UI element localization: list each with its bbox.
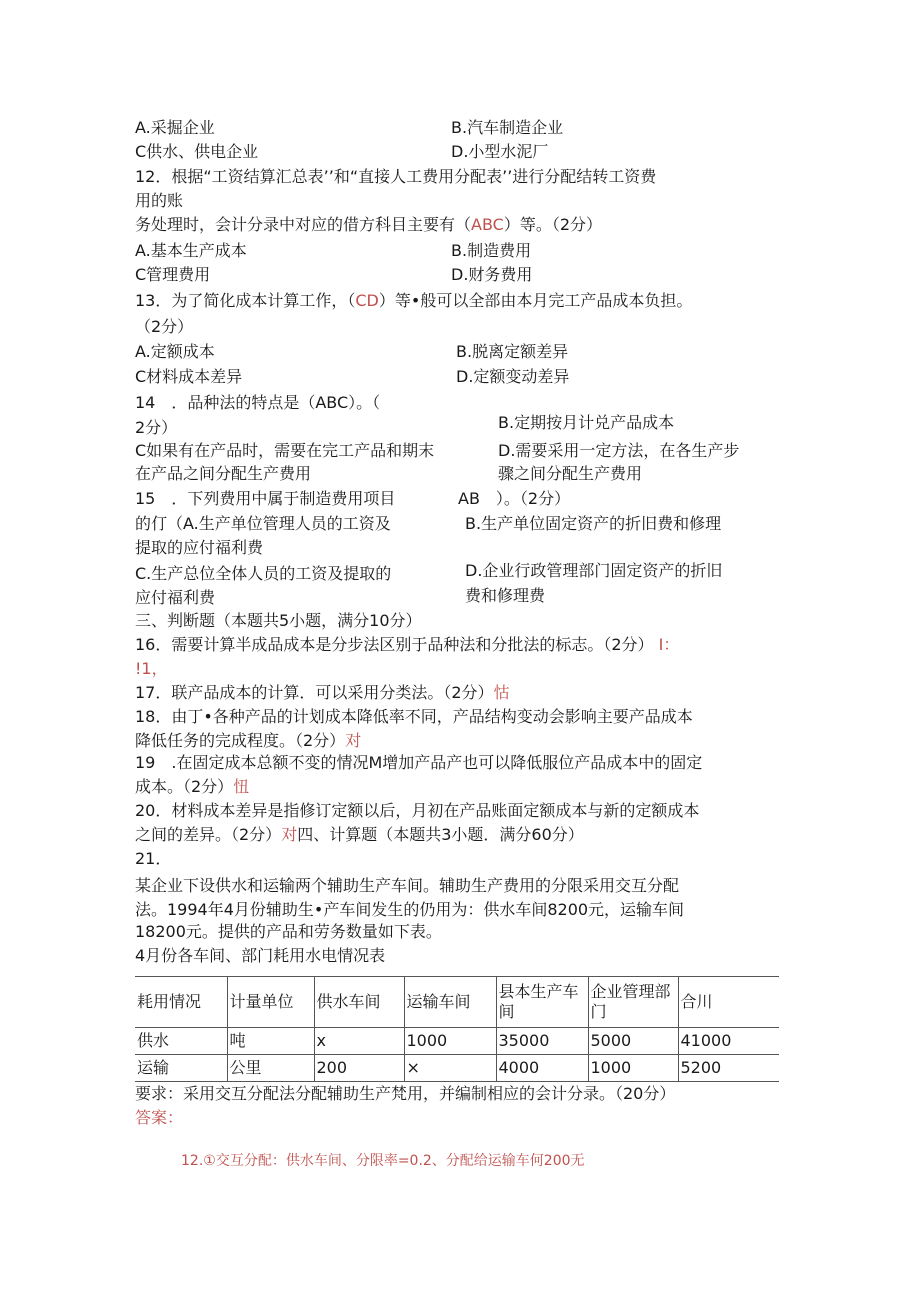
section-3-heading: 三、判断题（本题共5小题，满分10分） [135, 611, 422, 630]
q19-text: 成本。（2分） [135, 777, 234, 796]
q20-text: 之间的差异。（2分） [135, 825, 282, 844]
q14-option-b: B.定期按月计兑产品成本 [498, 413, 675, 432]
header-cell: 县本生产车间 [496, 977, 588, 1028]
q13-option-c: C材料成本差异 [135, 367, 243, 386]
q15-answer-tail: AB ）。（2分） [458, 489, 571, 508]
q18-line2 [135, 730, 361, 752]
header-cell: 运输车间 [404, 977, 496, 1028]
answer-line: 12.①交互分配：供水车间、分限率=0.2、分配给运输车何200无 [181, 1153, 585, 1169]
q15-option-d-line2: 费和修理费 [465, 586, 546, 605]
q15-option-a-line2: 提取的应付福利费 [135, 538, 264, 557]
table-cell: 运输 [135, 1055, 227, 1082]
q18-text: 降低任务的完成程度。（2分） [135, 731, 346, 750]
q11-option-b: B.汽车制造企业 [451, 118, 564, 137]
table-cell: 供水 [135, 1028, 227, 1055]
q14-line1: 14 ．品种法的特点是（ABC）。（ [135, 393, 381, 412]
q16-text: 16．需要计算半成品成本是分步法区别于品种法和分批法的标志。（2分） [135, 635, 654, 654]
q12-line2: 用的账 [135, 191, 184, 210]
table-cell: 5000 [588, 1028, 678, 1055]
q12-stem: 务处理时，会计分录中对应的借方科目主要有（ [135, 215, 472, 234]
q21-para-line2: 法。1994年4月份辅助生•产车间发生的仍用为：供水车间8200元，运输车间 [135, 900, 685, 919]
requirement: 要求：采用交互分配法分配辅助生产梵用，并编制相应的会计分录。（20分） [135, 1084, 676, 1103]
q15-option-c-line2: 应付福利费 [135, 588, 216, 607]
header-cell: 企业管理部门 [588, 977, 678, 1028]
table-cell: 5200 [678, 1055, 779, 1082]
q12-line1: 12．根据“工资结算汇总表’’和“直接人工费用分配表’’进行分配结转工资费 [135, 167, 657, 186]
q17-mark: 怙 [493, 683, 510, 702]
q16-mark2: !1， [135, 659, 168, 678]
q19-line1: 19 .在固定成本总额不变的情况M增加产品产也可以降低服位产品成本中的固定 [135, 753, 703, 772]
q14-option-c-line1: C如果有在产品时，需要在完工产品和期末 [135, 441, 435, 460]
q15-option-a-line1: 的仃（A.生产单位管理人员的工资及 [135, 514, 391, 533]
table-cell: 200 [314, 1055, 404, 1082]
q13-option-a: A.定额成本 [135, 342, 215, 361]
q12-option-a: A.基本生产成本 [135, 241, 247, 260]
q19-line2 [135, 776, 249, 798]
q11-option-a: A.采掘企业 [135, 118, 215, 137]
table-cell: 吨 [227, 1028, 314, 1055]
q15-option-b: B.生产单位固定资产的折旧费和修理 [465, 514, 722, 533]
q14-option-d-line2: 骤之间分配生产费用 [498, 464, 643, 483]
q18-mark: 对 [345, 731, 362, 750]
q13-stem-tail: ）等•般可以全部由本月完工产品成本负担。 [378, 291, 693, 310]
q11-option-d: D.小型水泥厂 [451, 142, 549, 161]
table-row [135, 1055, 779, 1082]
q21-para-line1: 某企业下设供水和运输两个辅助生产车间。辅助生产费用的分限采用交互分配 [135, 876, 680, 895]
q20-line1: 20．材料成本差异是指修订定额以后，月初在产品账面定额成本与新的定额成本 [135, 801, 700, 820]
q12-answer: ABC [471, 215, 504, 234]
table-cell: 1000 [588, 1055, 678, 1082]
q13-option-b: B.脱离定额差异 [456, 342, 569, 361]
q21-number: 21． [135, 849, 172, 868]
table-cell: × [404, 1055, 496, 1082]
q15-option-c-line1: C.生产总位全体人员的工资及提取的 [135, 564, 392, 583]
table-row [135, 1028, 779, 1055]
q12-option-b: B.制造费用 [451, 241, 532, 260]
table-cell: 公里 [227, 1055, 314, 1082]
q16-line1 [135, 634, 679, 656]
section-4-heading: 四、计算题（本题共3小题．满分60分） [297, 825, 584, 844]
q18-line1: 18．由丁•各种产品的计划成本降低率不同，产品结构变动会影响主要产品成本 [135, 707, 693, 726]
q15-option-d-line1: D.企业行政管理部门固定资产的折旧 [465, 561, 723, 580]
q12-line3 [135, 214, 602, 236]
q14-option-d-line1: D.需要采用一定方法，在各生产步 [498, 441, 740, 460]
table-cell: 1000 [404, 1028, 496, 1055]
q14-line2: 2分） [135, 418, 178, 437]
q13-stem: 13．为了简化成本计算工作，（ [135, 291, 356, 310]
q13-line2: （2分） [135, 317, 194, 336]
q20-line2 [135, 824, 584, 846]
q12-option-c: C管理费用 [135, 265, 211, 284]
table-cell: 35000 [496, 1028, 588, 1055]
q12-option-d: D.财务费用 [451, 265, 533, 284]
q21-para-line3: 18200元。提供的产品和劳务数量如下表。 [135, 922, 442, 941]
q12-points: ）等。（2分） [503, 215, 603, 234]
q13-answer: CD [355, 291, 379, 310]
header-cell: 耗用情况 [135, 977, 227, 1028]
question-17 [135, 682, 510, 704]
q19-mark: 忸 [233, 777, 250, 796]
q16-mark1: I： [658, 635, 680, 654]
table-cell: x [314, 1028, 404, 1055]
q13-option-d: D.定额变动差异 [456, 367, 570, 386]
q14-option-c-line2: 在产品之间分配生产费用 [135, 464, 312, 483]
q17-text: 17．联产品成本的计算．可以采用分类法。（2分） [135, 683, 494, 702]
usage-table [135, 976, 779, 1082]
table-title: 4月份各车间、部门耗用水电情况表 [135, 946, 386, 965]
q11-option-c: C供水、供电企业 [135, 142, 259, 161]
q13-line1 [135, 290, 692, 312]
q20-mark: 对 [281, 825, 298, 844]
table-cell: 4000 [496, 1055, 588, 1082]
q15-line1: 15 ．下列费用中属于制造费用项目 [135, 489, 396, 508]
table-header-row [135, 977, 779, 1028]
header-cell: 计量单位 [227, 977, 314, 1028]
answer-label: 答案： [135, 1108, 184, 1127]
header-cell: 合川 [678, 977, 779, 1028]
table-cell: 41000 [678, 1028, 779, 1055]
header-cell: 供水车间 [314, 977, 404, 1028]
